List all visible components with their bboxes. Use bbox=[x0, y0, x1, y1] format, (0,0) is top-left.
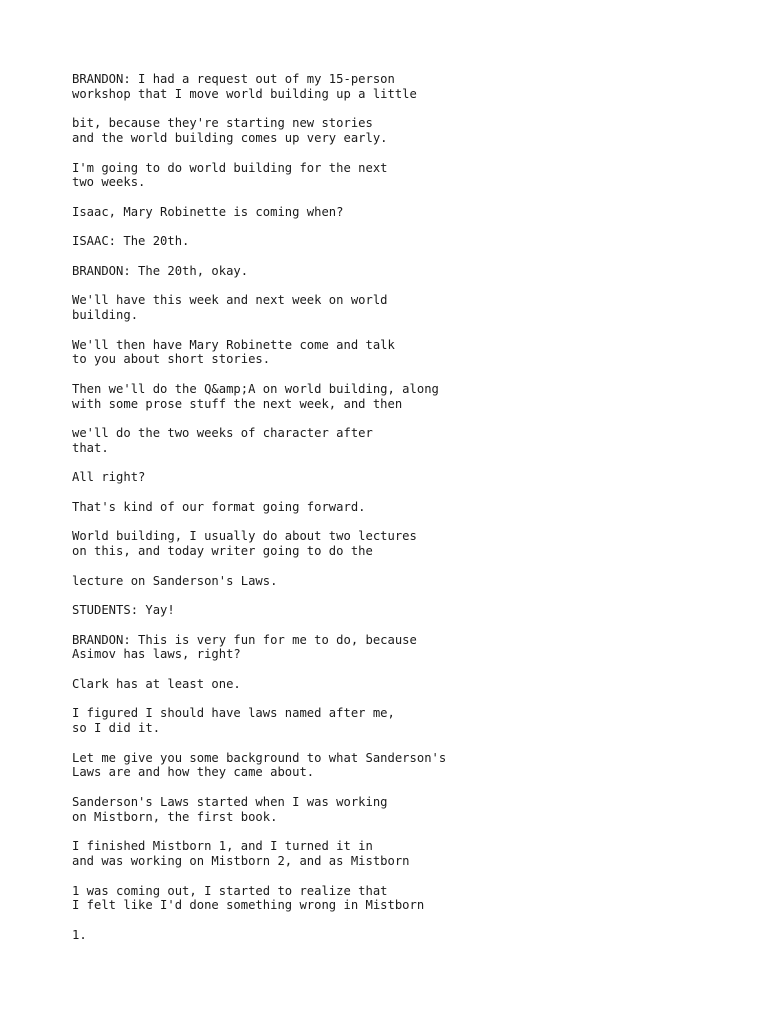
paragraph: Then we'll do the Q&amp;A on world building, along with some prose stuff the next week, and then bbox=[72, 381, 439, 411]
paragraph: BRANDON: I had a request out of my 15-person workshop that I move world building up a little bbox=[72, 72, 417, 101]
paragraph: We'll then have Mary Robinette come and talk to you about short stories. bbox=[72, 337, 395, 367]
paragraph: lecture on Sanderson's Laws. bbox=[72, 573, 278, 588]
paragraph: We'll have this week and next week on world building. bbox=[72, 293, 388, 323]
paragraph: Isaac, Mary Robinette is coming when? bbox=[72, 204, 344, 219]
paragraph: I figured I should have laws named after me, so I did it. bbox=[72, 706, 395, 736]
paragraph: BRANDON: This is very fun for me to do, because Asimov has laws, right? bbox=[72, 632, 417, 662]
transcript-body bbox=[72, 72, 732, 957]
paragraph: bit, because they're starting new stories and the world building comes up very early. bbox=[72, 116, 388, 146]
paragraph: World building, I usually do about two lectures on this, and today writer going to do the bbox=[72, 529, 417, 559]
paragraph: Clark has at least one. bbox=[72, 676, 241, 691]
paragraph: Let me give you some background to what Sanderson's Laws are and how they came about. bbox=[72, 750, 447, 780]
paragraph: BRANDON: The 20th, okay. bbox=[72, 263, 249, 278]
paragraph: I finished Mistborn 1, and I turned it in and was working on Mistborn 2, and as Mistborn bbox=[72, 839, 410, 869]
paragraph: All right? bbox=[72, 470, 146, 485]
paragraph: 1. bbox=[72, 927, 87, 942]
paragraph: That's kind of our format going forward. bbox=[72, 499, 366, 514]
paragraph: we'll do the two weeks of character after that. bbox=[72, 426, 373, 455]
paragraph: STUDENTS: Yay! bbox=[72, 603, 175, 618]
paragraph: ISAAC: The 20th. bbox=[72, 234, 190, 249]
paragraph: Sanderson's Laws started when I was working on Mistborn, the first book. bbox=[72, 794, 388, 824]
paragraph: 1 was coming out, I started to realize that I felt like I'd done something wrong in Mistborn bbox=[72, 883, 425, 913]
paragraph: I'm going to do world building for the next two weeks. bbox=[72, 160, 388, 190]
